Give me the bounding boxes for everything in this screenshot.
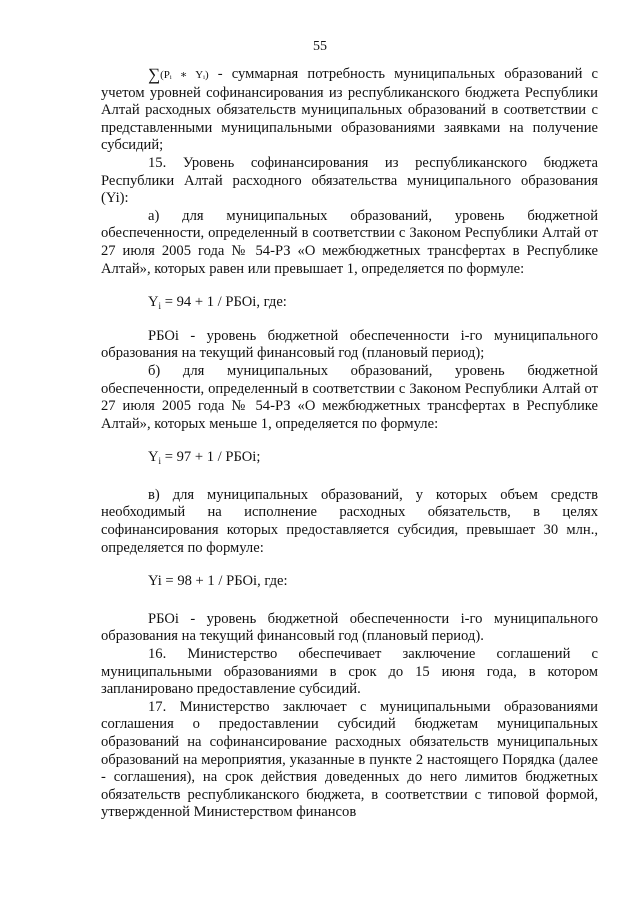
page-number: 55: [313, 39, 327, 54]
formula-98: Yi = 98 + 1 / РБОi, где:: [148, 573, 288, 590]
formula-97: [101, 449, 598, 467]
sum-argument: (Pᵢ ∗ Yᵢ): [160, 69, 209, 81]
clause-15-a: а) для муниципальных образований, уровень бюджетной обеспеченности, определенный в соответствии с Законом Республики Алтай от 27 июля 2005 года № 54-РЗ «О межбюджетных трансфертах в Республике Алтай», которых равен или превышает 1, определяется по формуле:: [101, 207, 598, 277]
sum-definition-text: - суммарная потребность муниципальных образований с учетом уровней софинансирования из республиканского бюджета Республики Алтай расходных обязательств муниципальных образований в соответствии с представленными муниципальными образованиями заявками на получение субсидий;: [101, 66, 598, 154]
sum-definition-paragraph: [101, 66, 598, 155]
clause-16: 16. Министерство обеспечивает заключение соглашений с муниципальными образованиями в срок до 15 июня года, в котором запланировано предоставление субсидий.: [101, 646, 598, 698]
document-body: [101, 66, 598, 822]
formula-97-sub: i: [158, 456, 162, 467]
formula-97-var: Y: [148, 449, 159, 466]
rbo-definition-2: РБОi - уровень бюджетной обеспеченности i-го муниципального образования на текущий финансовый год (плановый период).: [101, 610, 598, 645]
rbo-definition-1: РБОi - уровень бюджетной обеспеченности i-го муниципального образования на текущий финансовый год (плановый период);: [101, 327, 598, 362]
formula-94-var: Y: [148, 294, 159, 311]
formula-94-sub: i: [158, 301, 162, 312]
formula-97-rest: = 97 + 1 / РБОi;: [161, 449, 261, 466]
clause-15-v: в) для муниципальных образований, у которых объем средств необходимый на исполнение расходных обязательств, в целях софинансирования которых предоставляется субсидия, превышает 30 млн., определяется по формуле:: [101, 486, 598, 556]
clause-15-b: б) для муниципальных образований, уровень бюджетной обеспеченности, определенный в соответствии с Законом Республики Алтай от 27 июля 2005 года № 54-РЗ «О межбюджетных трансфертах в Республике Алтай», которых меньше 1, определяется по формуле:: [101, 362, 598, 432]
formula-94: [101, 294, 598, 312]
clause-17: 17. Министерство заключает с муниципальными образованиями соглашения о предоставлении субсидий бюджетам муниципальных образований на софинансирование расходных обязательств муниципальных образований на мероприятия, указанные в пункте 2 настоящего Порядка (далее - соглашения), на срок действия доведенных до него лимитов бюджетных обязательств республиканского бюджета, в соответствии с типовой формой, утвержденной Министерством финансов: [101, 698, 598, 821]
clause-15: 15. Уровень софинансирования из республиканского бюджета Республики Алтай расходного обязательства муниципального образования (Yi):: [101, 154, 598, 207]
formula-94-rest: = 94 + 1 / РБОi, где:: [161, 294, 287, 311]
sum-sign: ∑: [148, 65, 161, 84]
